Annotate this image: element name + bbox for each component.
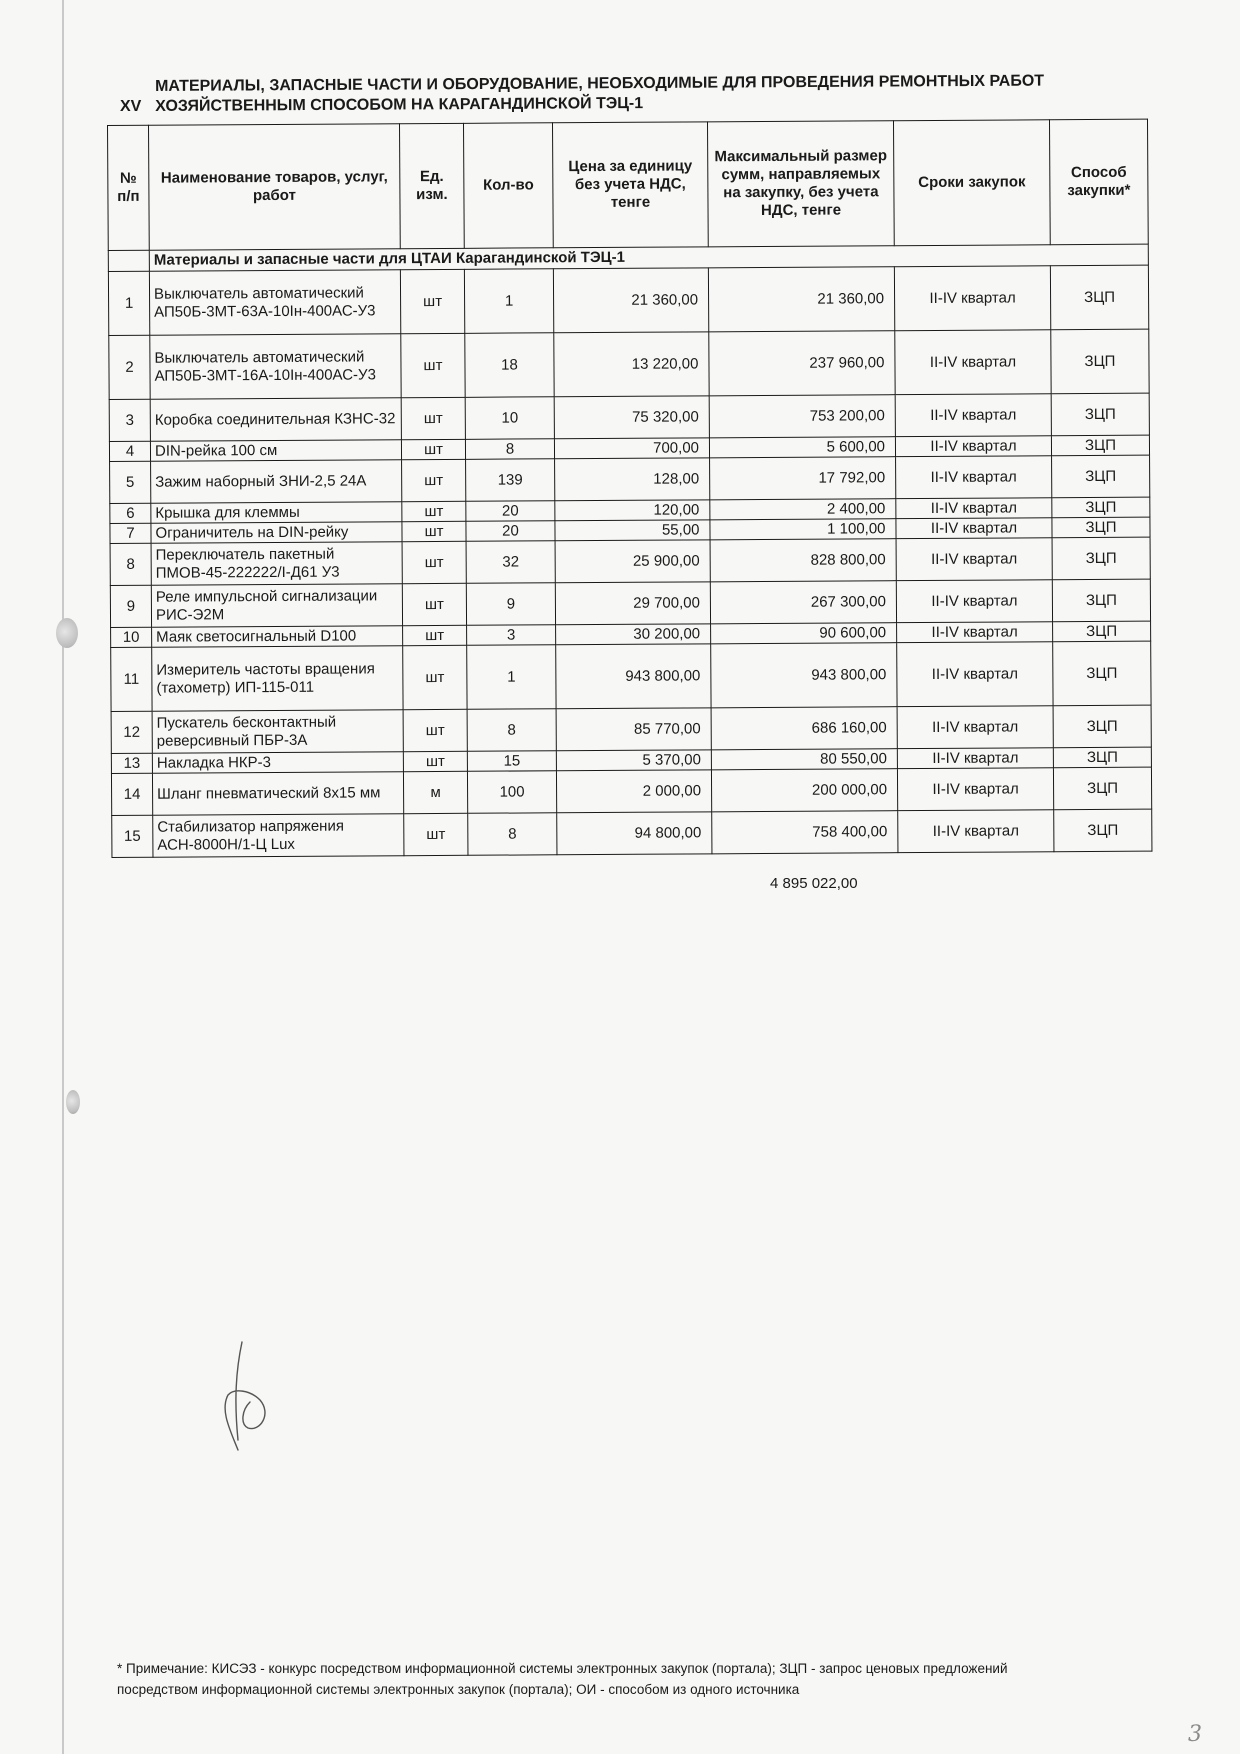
- cell-name: Маяк светосигнальный D100: [152, 626, 403, 648]
- cell-price: 120,00: [555, 500, 710, 521]
- table-row: [111, 767, 1151, 815]
- cell-sum: 90 600,00: [711, 623, 897, 644]
- title-line: ХОЗЯЙСТВЕННЫМ СПОСОБОМ НА КАРАГАНДИНСКОЙ ТЭЦ-1: [155, 95, 644, 115]
- cell-sum: 17 792,00: [710, 457, 896, 500]
- cell-name: Накладка НКР-3: [152, 752, 403, 774]
- cell-method: ЗЦП: [1051, 393, 1149, 436]
- header-num: № п/п: [108, 125, 150, 250]
- cell-qty: 32: [466, 541, 555, 584]
- cell-qty: 18: [465, 333, 554, 398]
- cell-price: 943 800,00: [556, 644, 711, 709]
- cell-price: 5 370,00: [556, 750, 711, 771]
- cell-price: 25 900,00: [555, 540, 710, 583]
- cell-price: 700,00: [554, 438, 709, 459]
- binder-hole: [66, 1090, 80, 1114]
- signature: [220, 1340, 290, 1460]
- cell-method: ЗЦП: [1052, 579, 1150, 622]
- cell-price: 75 320,00: [554, 396, 709, 439]
- total-sum: 4 895 022,00: [770, 875, 858, 892]
- cell-unit: шт: [402, 541, 466, 583]
- cell-sum: 758 400,00: [712, 811, 898, 854]
- cell-period: II-IV квартал: [896, 456, 1052, 499]
- cell-unit: шт: [401, 397, 465, 439]
- cell-qty: 100: [467, 771, 556, 814]
- table-row: [110, 537, 1150, 585]
- cell-sum: 753 200,00: [709, 395, 895, 438]
- header-qty: Кол-во: [463, 123, 553, 249]
- cell-unit: шт: [403, 709, 467, 751]
- cell-qty: 20: [466, 501, 555, 522]
- cell-num: 4: [109, 441, 150, 461]
- document-title: [155, 71, 1115, 117]
- cell-method: ЗЦП: [1051, 329, 1149, 394]
- cell-price: 85 770,00: [556, 708, 711, 751]
- footnote: * Примечание: КИСЭЗ - конкурс посредством информационной системы электронных закупок (портала); ЗЦП - запрос ценовых предложений посредством информационной системы электронных закупок (портала); ОИ - способом из одного источника: [117, 1661, 1008, 1697]
- cell-num: 2: [109, 335, 150, 399]
- header-name: Наименование товаров, услуг, работ: [149, 124, 401, 251]
- cell-sum: 943 800,00: [711, 643, 897, 708]
- cell-period: II-IV квартал: [895, 394, 1051, 437]
- cell-price: 21 360,00: [553, 268, 708, 333]
- cell-sum: 21 360,00: [708, 267, 894, 332]
- cell-method: ЗЦП: [1052, 455, 1150, 498]
- cell-name: Пускатель бесконтактный реверсивный ПБР-3А: [152, 710, 403, 754]
- cell-sum: 237 960,00: [709, 331, 895, 396]
- table-row: [111, 705, 1151, 753]
- cell-name: Измеритель частоты вращения (тахометр) ИП-115-011: [152, 646, 403, 712]
- cell-method: ЗЦП: [1053, 621, 1151, 642]
- cell-name: DIN-рейка 100 см: [150, 440, 401, 462]
- cell-period: II-IV квартал: [896, 498, 1052, 519]
- table-row: [112, 809, 1152, 857]
- cell-sum: 828 800,00: [710, 539, 896, 582]
- cell-price: 128,00: [555, 458, 710, 501]
- cell-method: ЗЦП: [1051, 435, 1149, 456]
- procurement-table: [107, 119, 1152, 858]
- cell-qty: 139: [466, 459, 555, 502]
- cell-num: 7: [110, 523, 151, 543]
- cell-unit: шт: [402, 501, 466, 521]
- cell-price: 2 000,00: [556, 770, 711, 813]
- header-period: Сроки закупок: [893, 120, 1050, 246]
- table-row: [111, 641, 1151, 711]
- cell-unit: шт: [402, 583, 466, 625]
- cell-price: 29 700,00: [555, 582, 710, 625]
- cell-unit: шт: [403, 625, 467, 645]
- cell-method: ЗЦП: [1052, 517, 1150, 538]
- title-line: МАТЕРИАЛЫ, ЗАПАСНЫЕ ЧАСТИ И ОБОРУДОВАНИЕ, НЕОБХОДИМЫЕ ДЛЯ ПРОВЕДЕНИЯ РЕМОНТНЫХ РАБОТ: [155, 72, 1045, 95]
- cell-period: II-IV квартал: [895, 330, 1051, 395]
- cell-qty: 10: [465, 397, 554, 440]
- cell-qty: 8: [468, 813, 557, 856]
- cell-name: Шланг пневматический 8х15 мм: [152, 772, 403, 816]
- cell-name: Стабилизатор напряжения АСН-8000Н/1-Ц Lux: [153, 814, 404, 858]
- cell-price: 55,00: [555, 520, 710, 541]
- cell-num: 6: [110, 503, 151, 523]
- cell-unit: шт: [403, 751, 467, 771]
- cell-qty: 1: [467, 645, 556, 710]
- cell-num: 13: [111, 753, 152, 773]
- cell-num: 8: [110, 543, 151, 585]
- cell-qty: 9: [466, 583, 555, 626]
- table-row: [110, 455, 1150, 503]
- cell-period: II-IV квартал: [897, 768, 1053, 811]
- cell-qty: 15: [467, 751, 556, 772]
- cell-unit: шт: [402, 459, 466, 501]
- cell-method: ЗЦП: [1053, 641, 1151, 706]
- table-row: [110, 579, 1150, 627]
- cell-unit: шт: [402, 521, 466, 541]
- cell-method: ЗЦП: [1053, 767, 1151, 810]
- cell-period: II-IV квартал: [896, 538, 1052, 581]
- cell-unit: шт: [403, 645, 467, 709]
- cell-name: Ограничитель на DIN-рейку: [151, 522, 402, 544]
- cell-sum: 267 300,00: [710, 581, 896, 624]
- cell-period: II-IV квартал: [897, 622, 1053, 643]
- cell-qty: 3: [467, 625, 556, 646]
- cell-sum: 2 400,00: [710, 499, 896, 520]
- cell-num: 1: [108, 271, 149, 335]
- cell-period: II-IV квартал: [894, 266, 1050, 331]
- cell-num: 3: [109, 399, 150, 441]
- cell-period: II-IV квартал: [897, 706, 1053, 749]
- cell-sum: 1 100,00: [710, 519, 896, 540]
- cell-num: 10: [111, 627, 152, 647]
- header-unit: Ед. изм.: [399, 123, 464, 248]
- section-number: XV: [120, 98, 142, 115]
- cell-qty: 1: [464, 269, 553, 334]
- cell-price: 13 220,00: [554, 332, 709, 397]
- cell-name: Выключатель автоматический АП50Б-3МТ-16А-10Iн-400АС-У3: [150, 334, 401, 400]
- cell-num: 15: [112, 815, 153, 857]
- cell-name: Зажим наборный ЗНИ-2,5 24А: [151, 460, 402, 504]
- cell-num: 11: [111, 647, 152, 711]
- table-header-row: [108, 119, 1149, 250]
- cell-period: II-IV квартал: [898, 810, 1054, 853]
- cell-name: Реле импульсной сигнализации РИС-Э2М: [151, 584, 402, 628]
- cell-unit: м: [403, 771, 467, 813]
- cell-period: II-IV квартал: [897, 642, 1053, 707]
- cell-name: Переключатель пакетный ПМОВ-45-222222/I-Д61 У3: [151, 542, 402, 586]
- cell-method: ЗЦП: [1053, 747, 1151, 768]
- cell-period: II-IV квартал: [897, 748, 1053, 769]
- cell-name: Крышка для клеммы: [151, 502, 402, 524]
- cell-period: II-IV квартал: [896, 580, 1052, 623]
- cell-sum: 80 550,00: [711, 749, 897, 770]
- cell-method: ЗЦП: [1053, 705, 1151, 748]
- cell-price: 30 200,00: [556, 624, 711, 645]
- page-edge: [62, 0, 64, 1754]
- header-method: Способ закупки*: [1049, 119, 1148, 245]
- group-title: Материалы и запасные части для ЦТАИ Карагандинской ТЭЦ-1: [149, 244, 1148, 271]
- cell-period: II-IV квартал: [896, 518, 1052, 539]
- cell-name: Выключатель автоматический АП50Б-3МТ-63А-10Iн-400АС-У3: [149, 270, 400, 336]
- cell-qty: 8: [467, 709, 556, 752]
- cell-method: ЗЦП: [1052, 497, 1150, 518]
- cell-unit: шт: [401, 439, 465, 459]
- cell-num: 12: [111, 711, 152, 753]
- cell-unit: шт: [404, 813, 468, 855]
- binder-hole: [56, 618, 78, 648]
- page-number: 3: [1188, 1722, 1202, 1747]
- cell-sum: 200 000,00: [711, 769, 897, 812]
- table-row: [108, 265, 1148, 335]
- cell-sum: 5 600,00: [709, 437, 895, 458]
- header-price: Цена за единицу без учета НДС, тенге: [552, 122, 708, 248]
- table-row: [109, 393, 1149, 441]
- cell-num: 14: [111, 773, 152, 815]
- cell-period: II-IV квартал: [895, 436, 1051, 457]
- cell-method: ЗЦП: [1054, 809, 1152, 852]
- table-row: [109, 329, 1149, 399]
- cell-method: ЗЦП: [1052, 537, 1150, 580]
- cell-qty: 20: [466, 521, 555, 542]
- header-sum: Максимальный размер сумм, направляемых на закупку, без учета НДС, тенге: [707, 121, 894, 247]
- cell-unit: шт: [401, 333, 465, 397]
- cell-num: 5: [110, 461, 151, 503]
- cell-price: 94 800,00: [557, 812, 712, 855]
- cell-method: ЗЦП: [1050, 265, 1148, 330]
- cell-name: Коробка соединительная КЗНС-32: [150, 398, 401, 442]
- cell-num: 9: [110, 585, 151, 627]
- cell-sum: 686 160,00: [711, 707, 897, 750]
- cell-unit: шт: [400, 269, 464, 333]
- cell-qty: 8: [465, 439, 554, 460]
